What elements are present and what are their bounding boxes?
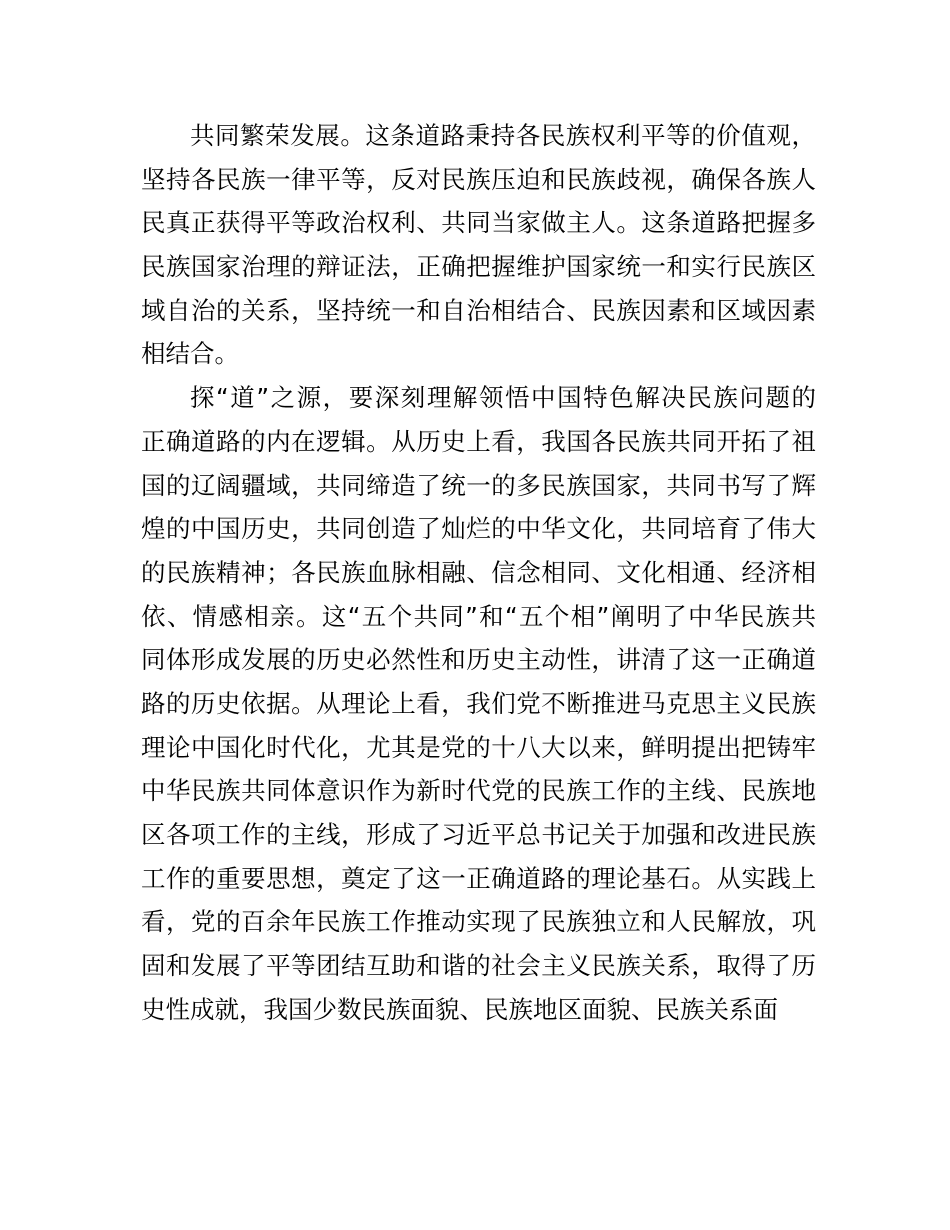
- paragraph-line: 路的历史依据。从理论上看，我们党不断推进马克思主义民族: [141, 688, 816, 718]
- paragraph-line: 民真正获得平等政治权利、共同当家做主人。这条道路把握多: [141, 208, 816, 238]
- paragraph-line: 坚持各民族一律平等，反对民族压迫和民族歧视，确保各族人: [141, 164, 816, 194]
- paragraph-2: [141, 376, 816, 1031]
- paragraph-line: 依、情感相亲。这“五个共同”和“五个相”阐明了中华民族共: [141, 601, 816, 631]
- paragraph-line: 中华民族共同体意识作为新时代党的民族工作的主线、民族地: [141, 776, 816, 806]
- paragraph-line: 域自治的关系，坚持统一和自治相结合、民族因素和区域因素: [141, 295, 816, 325]
- paragraph-line: 固和发展了平等团结互助和谐的社会主义民族关系，取得了历: [141, 951, 816, 981]
- paragraph-line: 同体形成发展的历史必然性和历史主动性，讲清了这一正确道: [141, 645, 816, 675]
- paragraph-line: 看，党的百余年民族工作推动实现了民族独立和人民解放，巩: [141, 907, 816, 937]
- paragraph-line: 煌的中国历史，共同创造了灿烂的中华文化，共同培育了伟大: [141, 514, 816, 544]
- paragraph-line: 共同繁荣发展。这条道路秉持各民族权利平等的价值观，: [190, 121, 816, 150]
- paragraph-line: 的民族精神；各民族血脉相融、信念相同、文化相通、经济相: [141, 557, 816, 587]
- paragraph-line: 区各项工作的主线，形成了习近平总书记关于加强和改进民族: [141, 820, 816, 849]
- paragraph-line: 理论中国化时代化，尤其是党的十八大以来，鲜明提出把铸牢: [141, 732, 816, 762]
- paragraph-line: 探“道”之源，要深刻理解领悟中国特色解决民族问题的: [190, 383, 816, 413]
- paragraph-line: 正确道路的内在逻辑。从历史上看，我国各民族共同开拓了祖: [141, 426, 816, 456]
- paragraph-line: 史性成就，我国少数民族面貌、民族地区面貌、民族关系面: [141, 994, 778, 1024]
- paragraph-line: 工作的重要思想，奠定了这一正确道路的理论基石。从实践上: [141, 863, 816, 893]
- paragraph-line: 国的辽阔疆域，共同缔造了统一的多民族国家，共同书写了辉: [141, 470, 816, 500]
- paragraph-1: [141, 114, 816, 376]
- paragraph-line: 民族国家治理的辩证法，正确把握维护国家统一和实行民族区: [141, 252, 816, 282]
- body-text: [141, 114, 816, 1031]
- paragraph-line: 相结合。: [141, 339, 239, 369]
